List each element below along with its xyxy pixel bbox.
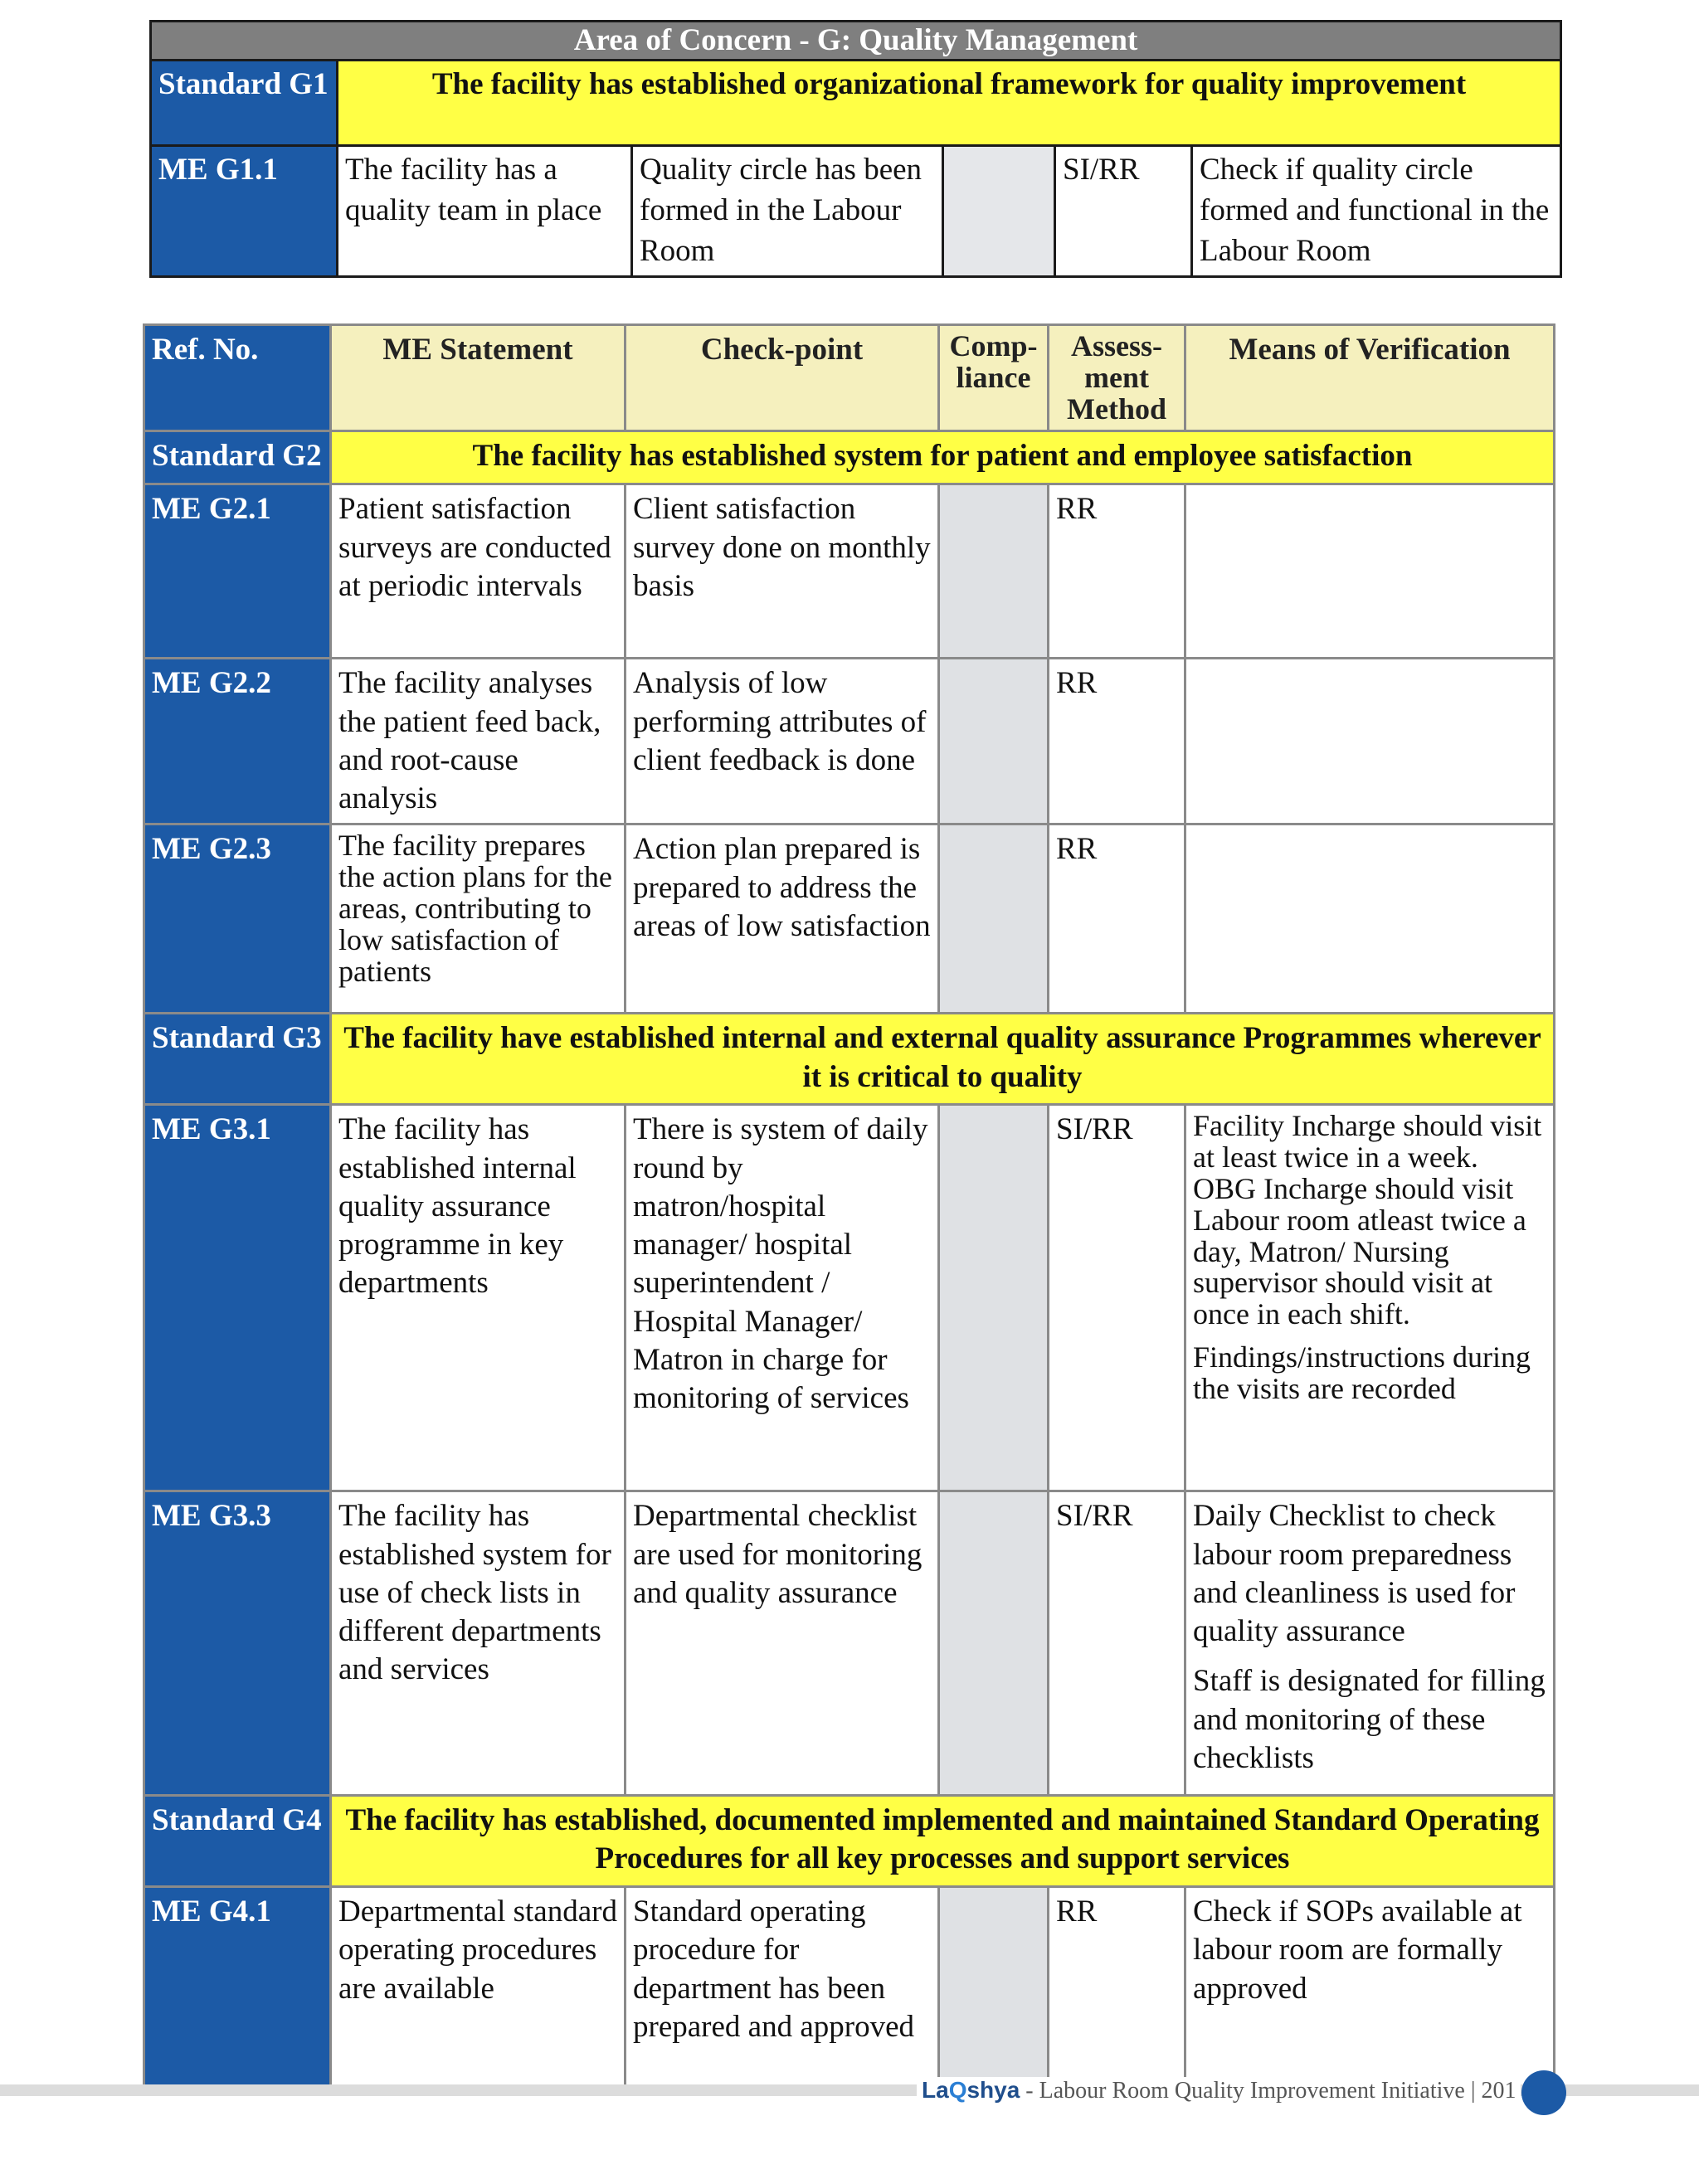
compliance-cell[interactable] <box>939 659 1049 824</box>
means-of-verification <box>1185 659 1555 824</box>
area-of-concern-title: Area of Concern - G: Quality Management <box>151 22 1561 61</box>
standard-g3-text: The facility have established internal and external quality assurance Programmes wherever it is critical to quality <box>331 1014 1555 1105</box>
ref-me-g2-1: ME G2.1 <box>144 484 331 659</box>
assessment-method: RR <box>1049 1887 1185 2089</box>
standard-g1-text: The facility has established organizational framework for quality improvement <box>338 61 1561 146</box>
standard-g2-label: Standard G2 <box>144 431 331 484</box>
standard-g3-label: Standard G3 <box>144 1014 331 1105</box>
check-point: Analysis of low performing attributes of client feedback is done <box>626 659 939 824</box>
me-statement: The facility prepares the action plans for the areas, contributing to low satisfaction of patients <box>331 824 626 1014</box>
check-point: Action plan prepared is prepared to address the areas of low satisfaction <box>626 824 939 1014</box>
header-compliance: Comp-liance <box>939 325 1049 431</box>
means-of-verification <box>1185 1491 1555 1796</box>
compliance-cell[interactable] <box>943 146 1055 276</box>
standard-g4-text: The facility has established, documented implemented and maintained Standard Operating Procedures for all key processes and support services <box>331 1796 1555 1887</box>
page-number-badge <box>1521 2070 1566 2115</box>
standard-g2-text: The facility has established system for patient and employee satisfaction <box>331 431 1555 484</box>
means-of-verification: Check if SOPs available at labour room are formally approved <box>1185 1887 1555 2089</box>
standard-g1-label: Standard G1 <box>151 61 338 146</box>
assessment-method: SI/RR <box>1055 146 1192 276</box>
header-means-of-verification: Means of Verification <box>1185 325 1555 431</box>
ref-me-g1-1: ME G1.1 <box>151 146 338 276</box>
verification-note-2: Staff is designated for filling and monitoring of these checklists <box>1193 1664 1546 1775</box>
standard-g4-label: Standard G4 <box>144 1796 331 1887</box>
laqshya-logo: LaQshya <box>922 2077 1020 2103</box>
me-statement: The facility has established internal quality assurance programme in key departments <box>331 1105 626 1491</box>
check-point: Departmental checklist are used for monitoring and quality assurance <box>626 1491 939 1796</box>
header-check-point: Check-point <box>626 325 939 431</box>
footer-caption: - Labour Room Quality Improvement Initiative | 201 <box>1020 2078 1516 2104</box>
me-statement: Departmental standard operating procedures are available <box>331 1887 626 2089</box>
verification-note-1: Facility Incharge should visit at least twice in a week. OBG Incharge should visit Labour room atleast twice a day, Matron/ Nursing supervisor should visit at once in each shift. <box>1193 1109 1542 1331</box>
assessment-method: RR <box>1049 659 1185 824</box>
verification-note-2: Findings/instructions during the visits are recorded <box>1193 1340 1531 1405</box>
footer <box>917 2077 1521 2104</box>
compliance-cell[interactable] <box>939 1491 1049 1796</box>
header-ref-no: Ref. No. <box>144 325 331 431</box>
me-statement: The facility has established system for use of check lists in different departments and services <box>331 1491 626 1796</box>
ref-me-g3-3: ME G3.3 <box>144 1491 331 1796</box>
compliance-cell[interactable] <box>939 1887 1049 2089</box>
header-me-statement: ME Statement <box>331 325 626 431</box>
means-of-verification <box>1185 824 1555 1014</box>
check-point: Client satisfaction survey done on monthly basis <box>626 484 939 659</box>
check-point: Standard operating procedure for department has been prepared and approved <box>626 1887 939 2089</box>
compliance-cell[interactable] <box>939 1105 1049 1491</box>
ref-me-g2-3: ME G2.3 <box>144 824 331 1014</box>
me-statement: The facility has a quality team in place <box>338 146 632 276</box>
check-point: There is system of daily round by matron/hospital manager/ hospital superintendent / Hospital Manager/ Matron in charge for monitoring of services <box>626 1105 939 1491</box>
me-statement: Patient satisfaction surveys are conducted at periodic intervals <box>331 484 626 659</box>
check-point: Quality circle has been formed in the Labour Room <box>632 146 943 276</box>
compliance-cell[interactable] <box>939 484 1049 659</box>
assessment-method: SI/RR <box>1049 1491 1185 1796</box>
assessment-method: RR <box>1049 484 1185 659</box>
header-assessment-method: Assess-ment Method <box>1049 325 1185 431</box>
me-statement: The facility analyses the patient feed back, and root-cause analysis <box>331 659 626 824</box>
assessment-method: SI/RR <box>1049 1105 1185 1491</box>
ref-me-g3-1: ME G3.1 <box>144 1105 331 1491</box>
ref-me-g4-1: ME G4.1 <box>144 1887 331 2089</box>
means-of-verification: Check if quality circle formed and functional in the Labour Room <box>1192 146 1561 276</box>
g1-table <box>149 20 1562 278</box>
means-of-verification <box>1185 484 1555 659</box>
g2-g4-table <box>143 323 1555 2089</box>
compliance-cell[interactable] <box>939 824 1049 1014</box>
means-of-verification <box>1185 1105 1555 1491</box>
assessment-method: RR <box>1049 824 1185 1014</box>
verification-note-1: Daily Checklist to check labour room preparedness and cleanliness is used for quality assurance <box>1193 1499 1516 1649</box>
ref-me-g2-2: ME G2.2 <box>144 659 331 824</box>
